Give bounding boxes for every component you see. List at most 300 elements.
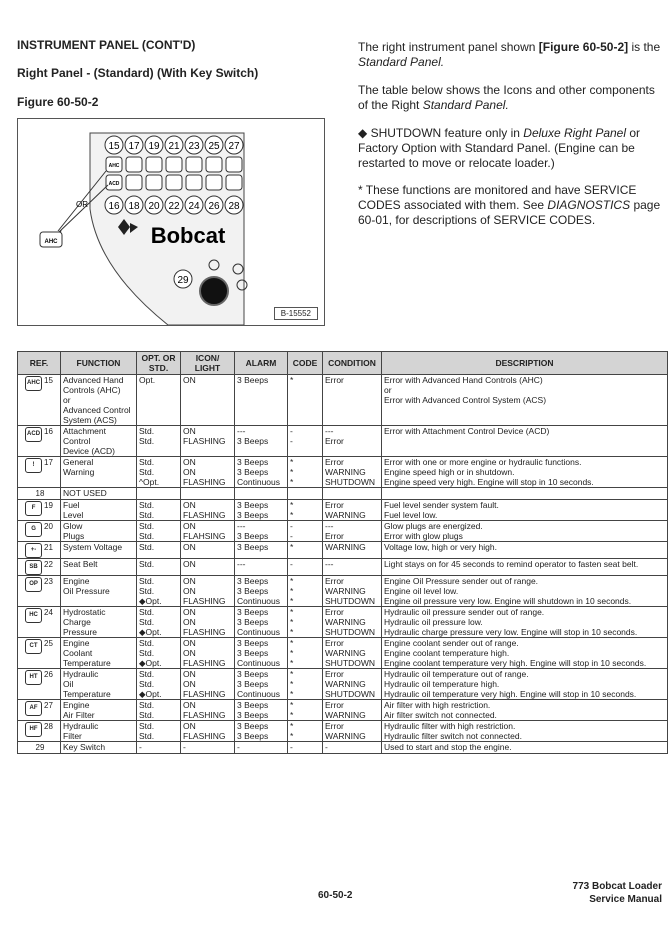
function-cell: Glow — [61, 521, 137, 532]
light-cell: ON — [181, 467, 235, 477]
opt-cell: Std. — [137, 542, 181, 559]
callout-number: 17 — [128, 141, 140, 152]
function-cell: Fuel — [61, 500, 137, 511]
light-cell: ON — [181, 586, 235, 596]
table-row — [18, 375, 668, 386]
opt-cell: Std. — [137, 617, 181, 627]
subsection-title: Right Panel - (Standard) (With Key Switch) — [17, 66, 259, 80]
callout-number: 20 — [148, 201, 160, 212]
intro-paragraph-2: The table below shows the Icons and other components of the Right Standard Panel. — [358, 83, 655, 112]
alarm-cell: 3 Beeps — [235, 586, 288, 596]
desc-cell: Error with Attachment Control Device (ACD) — [382, 426, 668, 437]
opt-cell — [137, 415, 181, 426]
cond-cell: - — [323, 742, 382, 754]
desc-cell: Engine coolant sender out of range. — [382, 638, 668, 649]
indicator-light-icon — [206, 157, 222, 172]
opt-cell — [137, 488, 181, 500]
light-cell — [181, 446, 235, 457]
light-cell: ON — [181, 457, 235, 468]
code-cell: * — [288, 457, 323, 468]
indicator-icon: AF — [25, 701, 42, 716]
opt-cell: Std. — [137, 531, 181, 542]
alarm-cell: 3 Beeps — [235, 638, 288, 649]
cond-cell — [323, 405, 382, 415]
cond-cell: SHUTDOWN — [323, 689, 382, 700]
alarm-cell: 3 Beeps — [235, 500, 288, 511]
alarm-cell — [235, 488, 288, 500]
alarm-cell: Continuous — [235, 658, 288, 669]
function-cell: Key Switch — [61, 742, 137, 754]
indicator-light-icon — [166, 157, 182, 172]
table-row — [18, 542, 668, 559]
desc-cell: Glow plugs are energized. — [382, 521, 668, 532]
desc-cell: Hydraulic oil pressure sender out of range. — [382, 607, 668, 618]
function-cell — [61, 596, 137, 607]
indicator-light-icon — [186, 157, 202, 172]
table-row — [18, 586, 668, 596]
function-cell: Engine — [61, 638, 137, 649]
light-cell: FLASHING — [181, 477, 235, 488]
cond-cell: --- — [323, 559, 382, 576]
light-cell: FLASHING — [181, 658, 235, 669]
alarm-cell — [235, 385, 288, 395]
function-cell: Oil — [61, 679, 137, 689]
ref-cell — [18, 457, 61, 488]
code-cell: * — [288, 607, 323, 618]
cond-cell: WARNING — [323, 467, 382, 477]
indicator-light-icon — [226, 175, 242, 190]
opt-cell: Std. — [137, 576, 181, 587]
table-row — [18, 576, 668, 587]
cond-cell: --- — [323, 521, 382, 532]
ref-cell — [18, 669, 61, 700]
desc-cell: Hydraulic oil temperature high. — [382, 679, 668, 689]
opt-cell: Std. — [137, 467, 181, 477]
ref-cell — [18, 607, 61, 638]
code-cell — [288, 446, 323, 457]
code-cell: * — [288, 596, 323, 607]
desc-cell — [382, 405, 668, 415]
desc-cell: Hydraulic filter switch not connected. — [382, 731, 668, 742]
light-cell: ON — [181, 679, 235, 689]
table-row — [18, 648, 668, 658]
alarm-cell: 3 Beeps — [235, 731, 288, 742]
alarm-cell — [235, 395, 288, 405]
service-code-note: * These functions are monitored and have SERVICE CODES associated with them. See DIAGNOSTICS page 60-01, for descriptions of SERVICE CODES. — [358, 183, 661, 227]
desc-cell: Error with Advanced Control System (ACS) — [382, 395, 668, 405]
ahc-light-label: AHC — [108, 163, 120, 169]
function-cell: Hydrostatic — [61, 607, 137, 618]
desc-cell: Error with Advanced Hand Controls (AHC) — [382, 375, 668, 386]
indicator-icon: SB — [25, 560, 42, 575]
desc-cell: Voltage low, high or very high. — [382, 542, 668, 559]
or-label: OR — [76, 200, 88, 209]
table-row — [18, 596, 668, 607]
table-row — [18, 446, 668, 457]
ref-number: 20 — [44, 522, 53, 531]
indicator-icon: AHC — [25, 376, 42, 391]
alarm-cell: 3 Beeps — [235, 457, 288, 468]
table-row — [18, 426, 668, 437]
table-row — [18, 700, 668, 711]
desc-cell: Error with glow plugs — [382, 531, 668, 542]
desc-cell: Used to start and stop the engine. — [382, 742, 668, 754]
function-cell: Warning — [61, 467, 137, 477]
light-cell: ON — [181, 669, 235, 680]
cond-cell: Error — [323, 457, 382, 468]
cond-cell: WARNING — [323, 510, 382, 521]
light-cell: ON — [181, 542, 235, 559]
instrument-panel-figure — [17, 118, 325, 326]
callout-number: 27 — [228, 141, 240, 152]
table-row — [18, 395, 668, 405]
function-cell — [61, 477, 137, 488]
indicator-light-icon — [126, 175, 142, 190]
ahc-icon-label: AHC — [44, 239, 58, 245]
alarm-cell: --- — [235, 559, 288, 576]
table-row — [18, 721, 668, 732]
function-cell: Seat Belt — [61, 559, 137, 576]
cond-cell — [323, 395, 382, 405]
alarm-cell: 3 Beeps — [235, 617, 288, 627]
opt-cell: ◆Opt. — [137, 596, 181, 607]
cond-cell: Error — [323, 436, 382, 446]
table-row — [18, 488, 668, 500]
callout-number: 23 — [188, 141, 200, 152]
indicator-icon: G — [25, 522, 42, 537]
ref-number: 28 — [44, 722, 53, 731]
light-cell: ON — [181, 638, 235, 649]
function-cell: System Voltage — [61, 542, 137, 559]
light-cell: ON — [181, 559, 235, 576]
table-row — [18, 436, 668, 446]
indicator-light-icon — [206, 175, 222, 190]
cond-cell: Error — [323, 607, 382, 618]
table-row — [18, 689, 668, 700]
desc-cell: Hydraulic oil temperature very high. Engine will stop in 10 seconds. — [382, 689, 668, 700]
desc-cell: Engine coolant temperature high. — [382, 648, 668, 658]
table-row — [18, 521, 668, 532]
opt-cell: Std. — [137, 510, 181, 521]
desc-cell: Engine speed high or in shutdown. — [382, 467, 668, 477]
opt-cell: Std. — [137, 457, 181, 468]
function-cell: Filter — [61, 731, 137, 742]
function-cell: Engine — [61, 576, 137, 587]
cond-cell: Error — [323, 576, 382, 587]
col-code: CODE — [288, 352, 323, 375]
table-row — [18, 467, 668, 477]
alarm-cell: 3 Beeps — [235, 531, 288, 542]
table-header-row — [18, 352, 668, 375]
light-cell: ON — [181, 607, 235, 618]
opt-cell: Std. — [137, 638, 181, 649]
function-cell: Hydraulic — [61, 721, 137, 732]
desc-cell: Engine coolant temperature very high. Engine will stop in 10 seconds. — [382, 658, 668, 669]
light-cell: ON — [181, 617, 235, 627]
code-cell: * — [288, 669, 323, 680]
desc-cell: Engine oil level low. — [382, 586, 668, 596]
code-cell: * — [288, 648, 323, 658]
alarm-cell: 3 Beeps — [235, 679, 288, 689]
cond-cell: Error — [323, 375, 382, 386]
alarm-cell: 3 Beeps — [235, 576, 288, 587]
function-cell: Temperature — [61, 658, 137, 669]
indicator-light-icon — [146, 175, 162, 190]
function-cell: System (ACS) — [61, 415, 137, 426]
function-cell: Advanced Control — [61, 405, 137, 415]
callout-number: 28 — [228, 201, 240, 212]
indicator-icon: OP — [25, 577, 42, 592]
alarm-cell: 3 Beeps — [235, 700, 288, 711]
col-alarm: ALARM — [235, 352, 288, 375]
table-row — [18, 731, 668, 742]
indicator-light-icon — [126, 157, 142, 172]
light-cell: ON — [181, 500, 235, 511]
desc-cell: Hydraulic oil pressure low. — [382, 617, 668, 627]
ref-number: 17 — [44, 458, 53, 467]
table-row — [18, 385, 668, 395]
function-cell: Device (ACD) — [61, 446, 137, 457]
opt-cell: Std. — [137, 559, 181, 576]
desc-cell — [382, 446, 668, 457]
table-row — [18, 710, 668, 721]
ref-number: 29 — [35, 743, 45, 752]
ref-number: 26 — [44, 670, 53, 679]
function-cell: General — [61, 457, 137, 468]
light-cell: - — [181, 742, 235, 754]
ref-cell — [18, 638, 61, 669]
light-cell — [181, 488, 235, 500]
desc-cell — [382, 436, 668, 446]
alarm-cell: 3 Beeps — [235, 467, 288, 477]
code-cell: * — [288, 679, 323, 689]
acd-light-label: ACD — [108, 181, 120, 187]
function-cell: Air Filter — [61, 710, 137, 721]
cond-cell: Error — [323, 669, 382, 680]
alarm-cell: 3 Beeps — [235, 669, 288, 680]
code-cell — [288, 385, 323, 395]
table-row — [18, 405, 668, 415]
code-cell: - — [288, 559, 323, 576]
function-cell: Plugs — [61, 531, 137, 542]
desc-cell: Air filter with high restriction. — [382, 700, 668, 711]
callout-number: 25 — [208, 141, 220, 152]
ref-number: 21 — [44, 543, 53, 552]
desc-cell — [382, 415, 668, 426]
code-cell: * — [288, 542, 323, 559]
code-cell: * — [288, 658, 323, 669]
code-cell: * — [288, 700, 323, 711]
cond-cell — [323, 415, 382, 426]
code-cell: * — [288, 710, 323, 721]
ref-number: 23 — [44, 577, 53, 586]
cond-cell: Error — [323, 721, 382, 732]
desc-cell: Hydraulic filter with high restriction. — [382, 721, 668, 732]
desc-cell — [382, 488, 668, 500]
alarm-cell: 3 Beeps — [235, 607, 288, 618]
figure-label: Figure 60-50-2 — [17, 95, 99, 109]
code-cell: * — [288, 721, 323, 732]
opt-cell: Std. — [137, 426, 181, 437]
alarm-cell: 3 Beeps — [235, 710, 288, 721]
function-cell: or — [61, 395, 137, 405]
opt-cell: ◆Opt. — [137, 689, 181, 700]
light-cell: ON — [181, 648, 235, 658]
function-cell: Engine — [61, 700, 137, 711]
opt-cell: Std. — [137, 436, 181, 446]
cond-cell: WARNING — [323, 542, 382, 559]
indicator-icon: ! — [25, 458, 42, 473]
code-cell — [288, 395, 323, 405]
code-cell: - — [288, 742, 323, 754]
alarm-cell — [235, 415, 288, 426]
manual-name: Service Manual — [589, 894, 662, 905]
opt-cell: Opt. — [137, 375, 181, 386]
opt-cell — [137, 395, 181, 405]
light-cell: FLASHING — [181, 596, 235, 607]
function-cell: Level — [61, 510, 137, 521]
opt-cell: Std. — [137, 521, 181, 532]
alarm-cell: 3 Beeps — [235, 648, 288, 658]
opt-cell: Std. — [137, 669, 181, 680]
desc-cell: Engine Oil Pressure sender out of range. — [382, 576, 668, 587]
cond-cell: WARNING — [323, 710, 382, 721]
table-row — [18, 669, 668, 680]
function-cell: Charge — [61, 617, 137, 627]
function-cell: Coolant — [61, 648, 137, 658]
code-cell: - — [288, 531, 323, 542]
page-number: 60-50-2 — [318, 890, 353, 901]
col-condition: CONDITION — [323, 352, 382, 375]
table-row — [18, 531, 668, 542]
function-cell: Oil Pressure — [61, 586, 137, 596]
table-row — [18, 559, 668, 576]
code-cell: * — [288, 510, 323, 521]
alarm-cell: --- — [235, 521, 288, 532]
light-cell: FLASHING — [181, 689, 235, 700]
code-cell: * — [288, 500, 323, 511]
callout-number: 22 — [168, 201, 180, 212]
function-cell: Temperature — [61, 689, 137, 700]
ref-number: 24 — [44, 608, 53, 617]
indicator-icon: ACD — [25, 427, 42, 442]
alarm-cell: Continuous — [235, 627, 288, 638]
code-cell: * — [288, 617, 323, 627]
table-row — [18, 457, 668, 468]
code-cell: * — [288, 731, 323, 742]
cond-cell: Error — [323, 638, 382, 649]
code-cell: * — [288, 576, 323, 587]
light-cell: ON — [181, 521, 235, 532]
ref-number: 16 — [44, 427, 53, 436]
cond-cell: WARNING — [323, 731, 382, 742]
alarm-cell: 3 Beeps — [235, 436, 288, 446]
table-row — [18, 617, 668, 627]
light-cell — [181, 395, 235, 405]
indicator-icon: F — [25, 501, 42, 516]
light-cell: FLASHING — [181, 731, 235, 742]
alarm-cell — [235, 446, 288, 457]
desc-cell: Hydraulic oil temperature out of range. — [382, 669, 668, 680]
code-cell: * — [288, 638, 323, 649]
code-cell — [288, 415, 323, 426]
function-cell: Controls (AHC) — [61, 385, 137, 395]
code-cell: * — [288, 375, 323, 386]
alarm-cell — [235, 405, 288, 415]
cond-cell: WARNING — [323, 586, 382, 596]
alarm-cell: 3 Beeps — [235, 721, 288, 732]
alarm-cell: 3 Beeps — [235, 510, 288, 521]
cond-cell: SHUTDOWN — [323, 477, 382, 488]
desc-cell: or — [382, 385, 668, 395]
opt-cell: Std. — [137, 679, 181, 689]
table-row — [18, 658, 668, 669]
table-row — [18, 742, 668, 754]
ref-cell — [18, 500, 61, 521]
code-cell: - — [288, 426, 323, 437]
opt-cell: Std. — [137, 731, 181, 742]
function-cell: Pressure — [61, 627, 137, 638]
light-cell — [181, 405, 235, 415]
code-cell — [288, 488, 323, 500]
light-cell: FLASHING — [181, 436, 235, 446]
ref-number: 19 — [44, 501, 53, 510]
code-cell: - — [288, 521, 323, 532]
ref-cell — [18, 375, 61, 426]
table-row — [18, 415, 668, 426]
function-cell: Control — [61, 436, 137, 446]
desc-cell: Error with one or more engine or hydraulic functions. — [382, 457, 668, 468]
alarm-cell: - — [235, 742, 288, 754]
light-cell: ON — [181, 426, 235, 437]
light-cell: FLASHING — [181, 627, 235, 638]
alarm-cell: 3 Beeps — [235, 542, 288, 559]
alarm-cell: 3 Beeps — [235, 375, 288, 386]
ref-number: 18 — [35, 489, 45, 498]
opt-cell: Std. — [137, 721, 181, 732]
light-cell — [181, 415, 235, 426]
alarm-cell: Continuous — [235, 596, 288, 607]
indicator-light-icon — [166, 175, 182, 190]
function-cell: Advanced Hand — [61, 375, 137, 386]
table-row — [18, 607, 668, 618]
col-ref: REF. — [18, 352, 61, 375]
indicator-icon: HF — [25, 722, 42, 737]
col-description: DESCRIPTION — [382, 352, 668, 375]
col-opt-std: OPT. OR STD. — [137, 352, 181, 375]
cond-cell: SHUTDOWN — [323, 596, 382, 607]
light-cell: FLASHING — [181, 710, 235, 721]
brand-logo: Bobcat — [150, 223, 226, 248]
ref-cell — [18, 542, 61, 559]
ref-cell — [18, 742, 61, 754]
ref-cell — [18, 559, 61, 576]
manual-info — [573, 880, 662, 906]
callout-number: 24 — [188, 201, 200, 212]
ref-number: 22 — [44, 560, 53, 569]
figure-number: B-15552 — [274, 307, 318, 320]
ref-cell — [18, 721, 61, 742]
callout-29-label: 29 — [177, 275, 189, 286]
table-row — [18, 679, 668, 689]
table-row — [18, 477, 668, 488]
table-row — [18, 638, 668, 649]
code-cell: * — [288, 467, 323, 477]
indicator-light-icon — [146, 157, 162, 172]
cond-cell: SHUTDOWN — [323, 627, 382, 638]
panel-illustration — [18, 119, 324, 325]
opt-cell: ◆Opt. — [137, 627, 181, 638]
